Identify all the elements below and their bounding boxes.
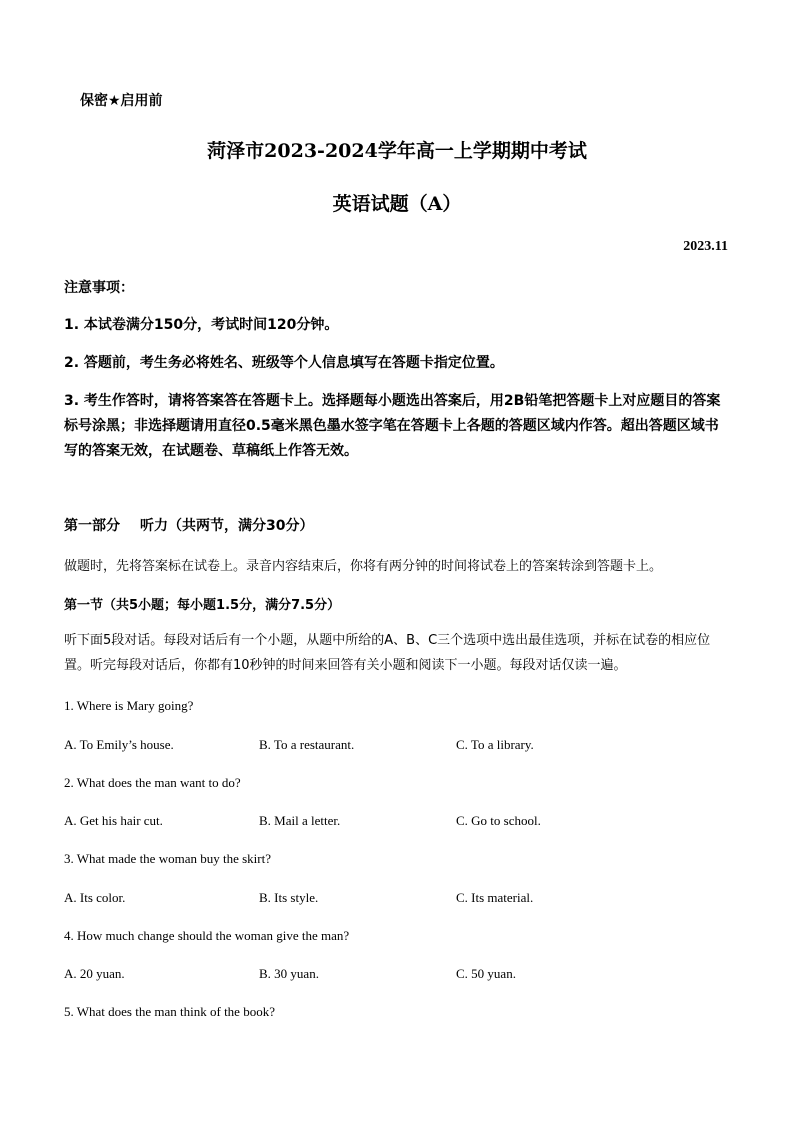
question-4-option-c: C. 50 yuan. [456,966,516,981]
exam-date: 2023.11 [683,239,728,254]
question-1: 1. Where is Mary going? [64,698,194,713]
question-3-option-b: B. Its style. [259,890,319,905]
question-2-option-c: C. Go to school. [456,813,541,828]
question-3-option-c: C. Its material. [456,890,534,905]
secret-label: 保密★启用前 [80,93,163,109]
part-one-title [64,515,313,535]
part-one-desc: 听力（共两节，满分30分） [140,518,314,534]
question-2: 2. What does the man want to do? [64,775,241,790]
notice-item-1: 1. 本试卷满分150分，考试时间120分钟。 [64,317,339,333]
question-2-option-b: B. Mail a letter. [259,813,341,828]
question-2-option-a: A. Get his hair cut. [64,813,163,828]
question-5: 5. What does the man think of the book? [64,1004,275,1019]
part-one-label: 第一部分 [64,518,120,534]
exam-subtitle: 英语试题（A） [332,193,462,215]
question-1-option-c: C. To a library. [456,737,534,752]
section-one-intro: 听下面5段对话。每段对话后有一个小题，从题中所给的A、B、C三个选项中选出最佳选项，并标在试卷的相应位置。听完每段对话后，你都有10秒钟的时间来回答有关小题和阅读下一小题。每段对话仅读一遍。 [64,633,711,673]
question-3-option-a: A. Its color. [64,890,126,905]
section-one-title: 第一节（共5小题；每小题1.5分，满分7.5分） [64,598,341,613]
question-4: 4. How much change should the woman give the man? [64,928,350,943]
notice-heading: 注意事项： [64,280,134,296]
question-3: 3. What made the woman buy the skirt? [64,851,271,866]
question-1-option-a: A. To Emily’s house. [64,737,174,752]
part-one-intro: 做题时，先将答案标在试卷上。录音内容结束后，你将有两分钟的时间将试卷上的答案转涂到答题卡上。 [64,559,663,574]
notice-item-3: 3. 考生作答时，请将答案答在答题卡上。选择题每小题选出答案后，用2B铅笔把答题卡上对应题目的答案标号涂黑；非选择题请用直径0.5毫米黑色墨水签字笔在答题卡上各题的答题区域内作答。超出答题区域书写的答案无效，在试题卷、草稿纸上作答无效。 [64,393,721,459]
notice-item-2: 2. 答题前，考生务必将姓名、班级等个人信息填写在答题卡指定位置。 [64,355,504,371]
exam-title: 菏泽市2023-2024学年高一上学期期中考试 [207,140,587,162]
question-4-option-a: A. 20 yuan. [64,966,125,981]
question-1-option-b: B. To a restaurant. [259,737,355,752]
question-4-option-b: B. 30 yuan. [259,966,319,981]
